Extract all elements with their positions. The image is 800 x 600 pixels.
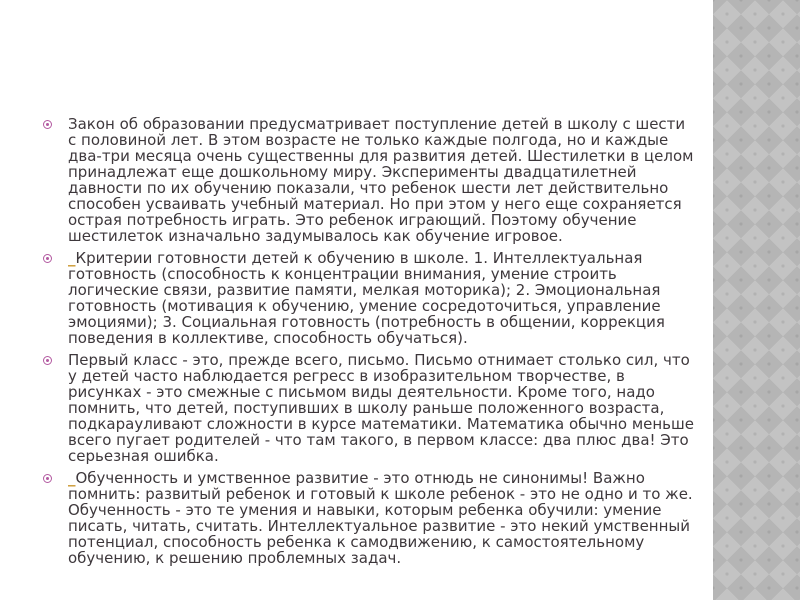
bullet-item [42,470,694,566]
fisheye-bullet-icon [43,474,52,483]
bullet-text: Критерии готовности детей к обучению в школе. 1. Интеллектуальная готовность (способность к концентрации внимания, умение строить логические связи, развитие памяти, мелкая моторика); 2. Эмоциональная готовность (мотивация к обучению, умение сосредоточиться, управление эмоциями); 3. Социальная готовность (потребность в общении, коррекция поведения в коллективе, способность обучаться). [68,249,665,347]
leading-underscore-mark: _ [68,469,76,487]
bullet-text: Первый класс - это, прежде всего, письмо. Письмо отнимает столько сил, что у детей часто наблюдается регресс в изобразительном творчестве, в рисунках - это смежные с письмом виды деятельности. Кроме того, надо помнить, что детей, поступивших в школу раньше положенного возраста, подкарауливают сложности в курсе математики. Математика обычно меньше всего пугает родителей - что там такого, в первом классе: два плюс два! Это серьезная ошибка. [68,351,694,465]
fisheye-bullet-icon [43,356,52,365]
leading-underscore-mark: _ [68,249,76,267]
fisheye-bullet-icon [43,120,52,129]
bullet-item [42,116,694,244]
fisheye-bullet-icon [43,254,52,263]
bullet-text: Обученность и умственное развитие - это отнюдь не синонимы! Важно помнить: развитый ребенок и готовый к школе ребенок - это не одно и то же. Обученность - это те умения и навыки, которым ребенка обучили: умение писать, читать, считать. Интеллектуальное развитие - это некий умственный потенциал, способность ребенка к самодвижению, к самостоятельному обучению, к решению проблемных задач. [68,469,693,567]
bullet-item [42,352,694,464]
decorative-diamond-panel [713,0,800,600]
bullet-item [42,250,694,346]
bullet-text: Закон об образовании предусматривает поступление детей в школу с шести с половиной лет. В этом возрасте не только каждые полгода, но и каждые два-три месяца очень существенны для развития детей. Шестилетки в целом принадлежат еще дошкольному миру. Эксперименты двадцатилетней давности по их обучению показали, что ребенок шести лет действительно способен усваивать учебный материал. Но при этом у него еще сохраняется острая потребность играть. Это ребенок играющий. Поэтому обучение шестилеток изначально задумывалось как обучение игровое. [68,115,694,245]
slide-body-text [42,116,694,572]
